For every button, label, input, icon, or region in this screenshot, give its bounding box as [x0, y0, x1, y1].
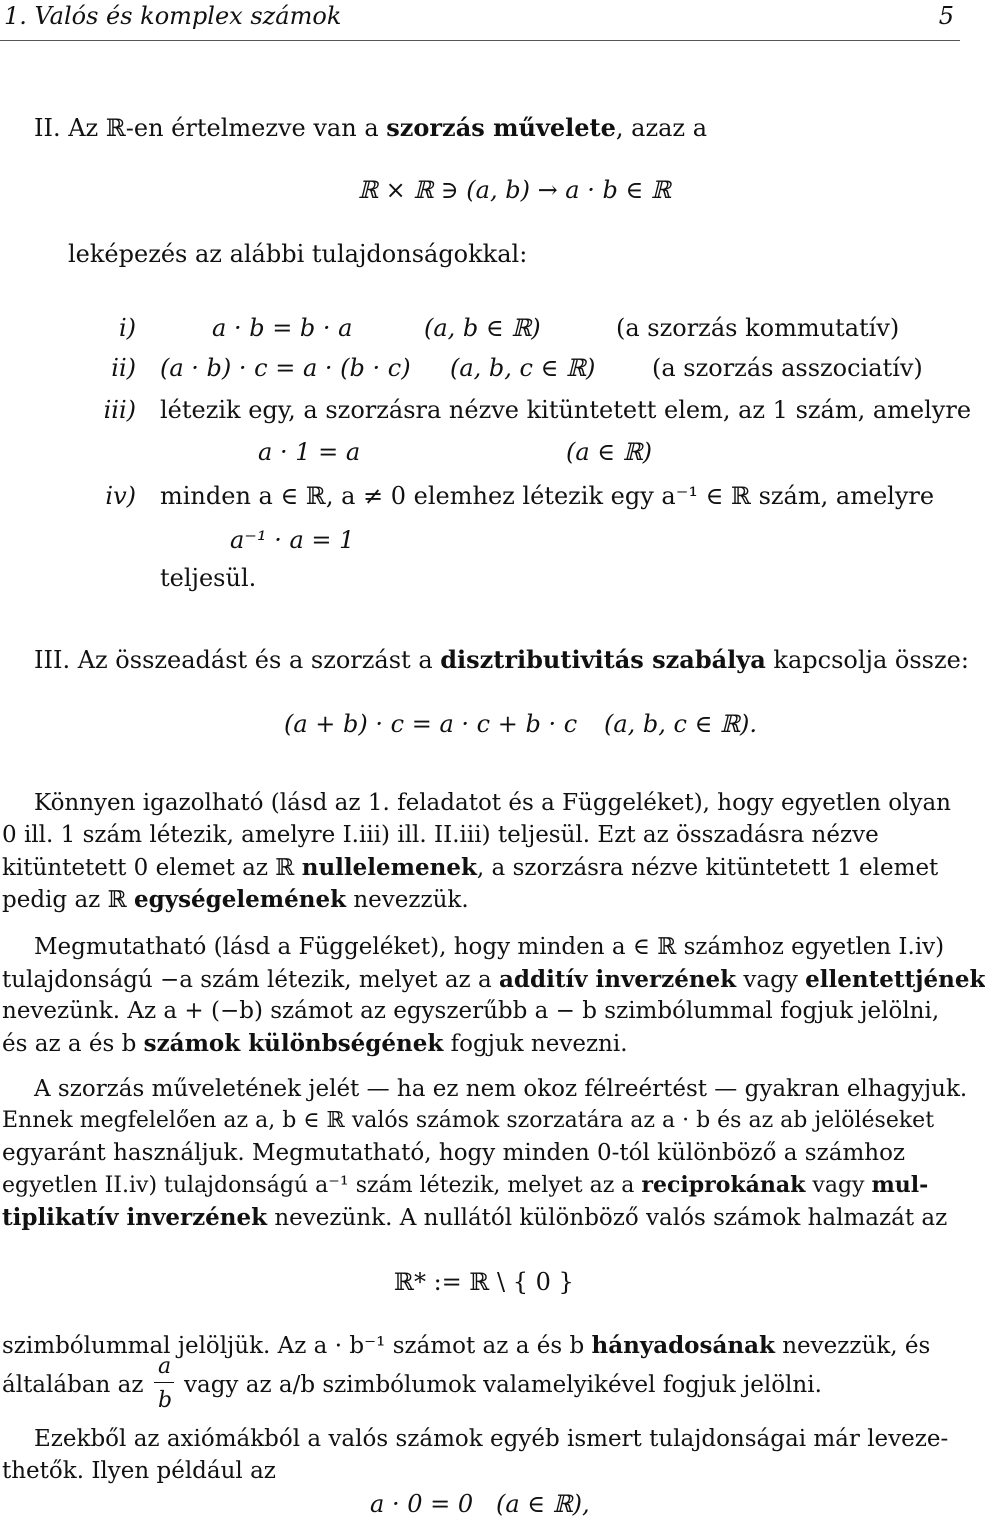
item-label-iv: iv)	[105, 482, 136, 510]
item-i-formula: a · b = b · a	[212, 314, 353, 342]
para5-line2: thetők. Ilyen például az	[2, 1458, 276, 1484]
para4-line1: szimbólummal jelöljük. Az a · b⁻¹ számot az a és b hányadosának nevezzük, és	[2, 1332, 931, 1359]
mapping-after-text: leképezés az alábbi tulajdonságokkal:	[68, 240, 528, 268]
item-ii-condition: (a, b, c ∈ ℝ)	[450, 354, 596, 382]
page-number: 5	[938, 2, 954, 30]
para2-line3: nevezünk. Az a + (−b) számot az egyszerűbb a − b szimbólummal fogjuk jelölni,	[2, 998, 940, 1024]
para3-line4: egyetlen II.iv) tulajdonságú a⁻¹ szám létezik, melyet az a reciprokának vagy mul-	[2, 1172, 929, 1198]
item-iv-after: teljesül.	[160, 564, 257, 592]
para1-line1: Könnyen igazolható (lásd az 1. feladatot és a Függeléket), hogy egyetlen olyan	[34, 790, 951, 816]
distributivity-formula: (a + b) · c = a · c + b · c	[284, 710, 578, 738]
para1-line4: pedig az ℝ egységelemének nevezzük.	[2, 886, 469, 913]
para1-line2: 0 ill. 1 szám létezik, amelyre I.iii) ill. II.iii) teljesül. Ezt az összadásra nézve	[2, 822, 879, 848]
fraction-denominator: b	[158, 1388, 173, 1413]
para4-line2-start: általában az	[2, 1372, 144, 1398]
para2-line1: Megmutatható (lásd a Függeléket), hogy minden a ∈ ℝ számhoz egyetlen I.iv)	[34, 934, 945, 960]
header-rule	[0, 40, 960, 41]
item-label-ii: ii)	[111, 354, 136, 382]
item-i-note: (a szorzás kommutatív)	[616, 314, 900, 342]
para2-line2: tulajdonságú −a szám létezik, melyet az a additív inverzének vagy ellentettjének	[2, 966, 985, 993]
fraction-numerator: a	[158, 1354, 172, 1379]
para1-line3: kitüntetett 0 elemet az ℝ nullelemenek, a szorzásra nézve kitüntetett 1 elemet	[2, 854, 939, 881]
para3-line3: egyaránt használjuk. Megmutatható, hogy minden 0-tól különböző a számhoz	[2, 1140, 906, 1166]
item-iv-formula: a⁻¹ · a = 1	[230, 526, 355, 554]
item-iv-text: minden a ∈ ℝ, a ≠ 0 elemhez létezik egy a⁻¹ ∈ ℝ szám, amelyre	[160, 482, 935, 510]
para4-line2-end: vagy az a/b szimbólumok valamelyikével fogjuk jelölni.	[184, 1372, 822, 1398]
para2-line4: és az a és b számok különbségének fogjuk nevezni.	[2, 1030, 628, 1057]
nonzero-set-definition: ℝ* := ℝ \ { 0 }	[394, 1268, 574, 1296]
final-formula: a · 0 = 0 (a ∈ ℝ),	[370, 1490, 590, 1518]
section-ii-intro: II. Az ℝ-en értelmezve van a szorzás művelete, azaz a	[34, 113, 708, 142]
fraction-bar	[154, 1382, 174, 1383]
item-i-condition: (a, b ∈ ℝ)	[424, 314, 541, 342]
item-label-iii: iii)	[103, 396, 136, 424]
item-iii-condition: (a ∈ ℝ)	[566, 438, 653, 466]
para5-line1: Ezekből az axiómákból a valós számok egyéb ismert tulajdonságai már leveze-	[34, 1426, 949, 1452]
item-iii-formula: a · 1 = a	[258, 438, 361, 466]
para3-line2: Ennek megfelelően az a, b ∈ ℝ valós számok szorzatára az a · b és az ab jelöléseket	[2, 1108, 935, 1133]
para3-line1: A szorzás műveletének jelét — ha ez nem okoz félreértést — gyakran elhagyjuk.	[34, 1076, 968, 1102]
para3-line5: tiplikatív inverzének nevezünk. A nullától különböző valós számok halmazát az	[2, 1204, 948, 1231]
distributivity-condition: (a, b, c ∈ ℝ).	[604, 710, 757, 738]
item-iii-text: létezik egy, a szorzásra nézve kitüntetett elem, az 1 szám, amelyre	[160, 396, 972, 424]
running-header-chapter: 1. Valós és komplex számok	[4, 2, 342, 30]
item-ii-formula: (a · b) · c = a · (b · c)	[160, 354, 411, 382]
item-label-i: i)	[118, 314, 136, 342]
section-iii-intro: III. Az összeadást és a szorzást a disztributivitás szabálya kapcsolja össze:	[34, 645, 969, 674]
item-ii-note: (a szorzás asszociatív)	[652, 354, 923, 382]
multiplication-mapping: ℝ × ℝ ∋ (a, b) → a · b ∈ ℝ	[358, 176, 671, 204]
